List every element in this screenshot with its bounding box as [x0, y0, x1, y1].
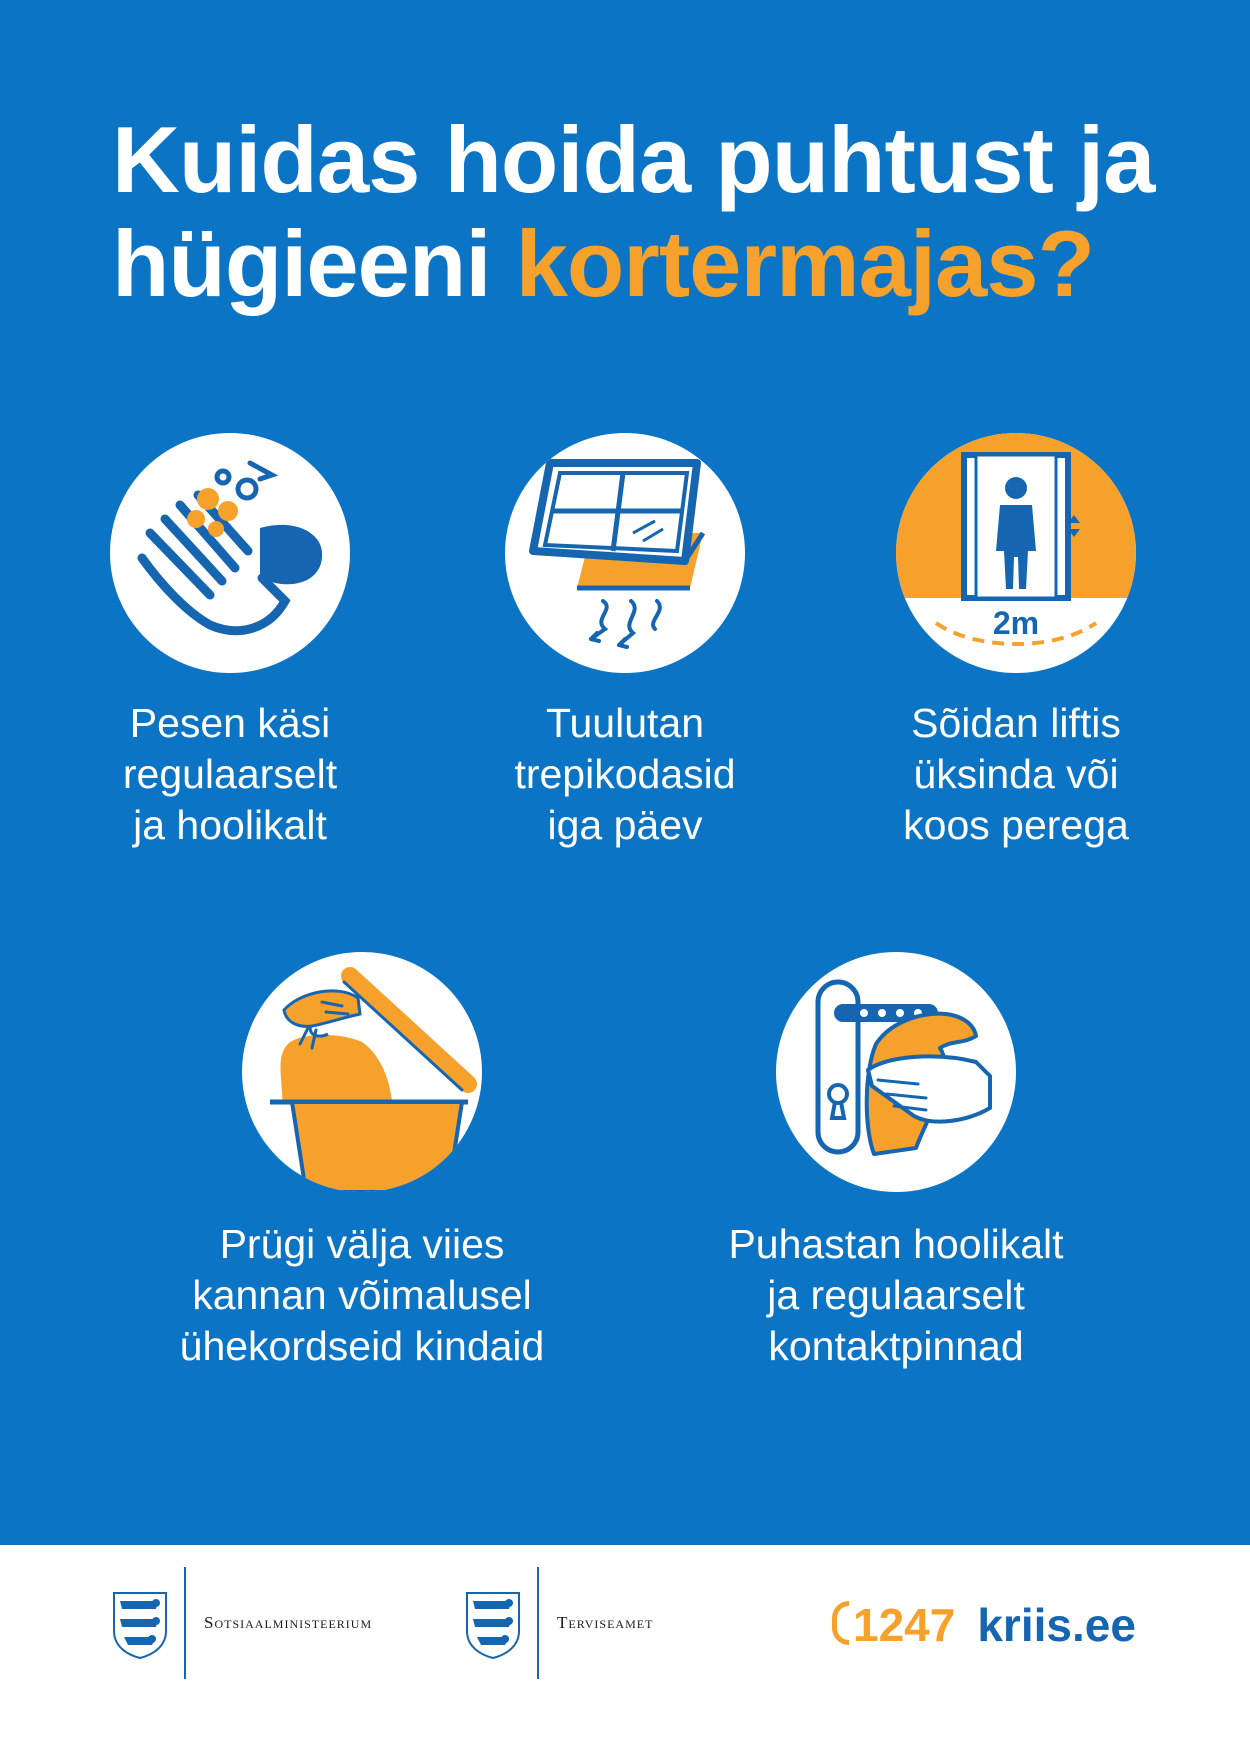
- divider-line: [537, 1567, 539, 1679]
- org-terviseamet: [465, 1567, 725, 1679]
- handwashing-icon: [110, 433, 350, 673]
- tip-4-line-3: ühekordseid kindaid: [179, 1323, 545, 1369]
- poster-title: [112, 108, 1154, 316]
- tip-2-caption: [405, 698, 845, 851]
- distance-badge: 2m: [992, 605, 1040, 641]
- tip-3-line-3: koos perega: [903, 802, 1129, 848]
- window-ventilation-icon: [505, 433, 745, 673]
- tip-5-line-1: Puhastan hoolikalt: [728, 1221, 1064, 1267]
- title-line-2: hügieeni: [112, 211, 491, 316]
- tip-3-line-2: üksinda või: [913, 751, 1119, 797]
- tip-1-caption: [10, 698, 450, 851]
- tip-2-line-1: Tuulutan: [545, 700, 705, 746]
- trash-bin-icon: [242, 952, 482, 1192]
- tip-3-line-1: Sõidan liftis: [911, 700, 1121, 746]
- org-name: Terviseamet: [557, 1613, 654, 1632]
- title-line-1: Kuidas hoida puhtust ja: [112, 107, 1155, 212]
- tip-5-line-3: kontaktpinnad: [768, 1323, 1024, 1369]
- tip-3-caption: [796, 698, 1236, 851]
- contact-info: [832, 1597, 1136, 1653]
- website-link[interactable]: kriis.ee: [977, 1599, 1136, 1651]
- tip-4-caption: [142, 1219, 582, 1372]
- door-handle-cleaning-icon: [776, 952, 1016, 1192]
- tip-5-caption: [676, 1219, 1116, 1372]
- tip-4-line-2: kannan võimalusel: [192, 1272, 532, 1318]
- divider-line: [184, 1567, 186, 1679]
- org-name: Sotsiaalministeerium: [204, 1613, 373, 1632]
- tip-5-line-2: ja regulaarselt: [767, 1272, 1025, 1318]
- tip-2-line-2: trepikodasid: [514, 751, 736, 797]
- coat-of-arms-icon: [465, 1591, 521, 1659]
- tip-1-line-1: Pesen käsi: [129, 700, 331, 746]
- tip-1-line-3: ja hoolikalt: [133, 802, 327, 848]
- elevator-icon: [896, 433, 1136, 673]
- coat-of-arms-icon: [112, 1591, 168, 1659]
- tip-1-line-2: regulaarselt: [122, 751, 338, 797]
- phone-number[interactable]: 1247: [853, 1599, 956, 1651]
- title-accent: kortermajas?: [515, 211, 1094, 316]
- footer: [0, 1545, 1250, 1744]
- tip-4-line-1: Prügi välja viies: [219, 1221, 505, 1267]
- tip-2-line-3: iga päev: [547, 802, 703, 848]
- phone-icon: [832, 1601, 849, 1645]
- org-sotsiaalministeerium: [112, 1567, 432, 1679]
